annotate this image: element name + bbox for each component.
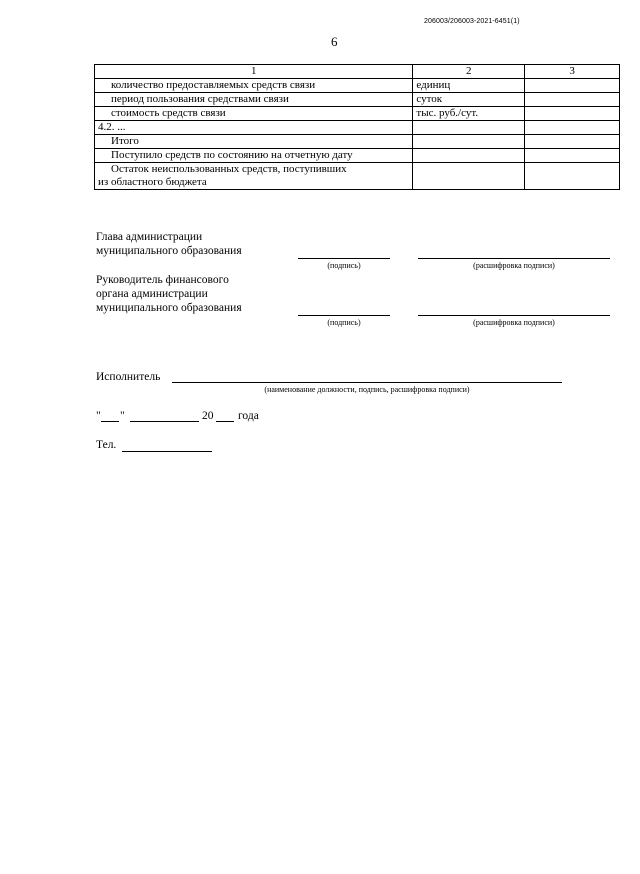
column-header-1: 1 [95, 65, 413, 79]
row-unit [413, 121, 525, 135]
report-table [94, 64, 620, 190]
row-value [525, 79, 620, 93]
table-row [95, 107, 620, 121]
document-id: 206003/206003-2021-6451(1) [424, 18, 520, 25]
finance-signature-caption: (подпись) [327, 318, 361, 327]
date-year-prefix: 20 [202, 410, 214, 422]
row-label-line-1: Остаток неиспользованных средств, поступивших [111, 163, 347, 175]
date-quote-close: " [120, 410, 125, 422]
row-unit: единиц [413, 79, 525, 93]
finance-title-line-2: органа администрации [96, 288, 208, 300]
executor-line [172, 382, 562, 383]
head-decoding-caption: (расшифровка подписи) [473, 261, 555, 270]
finance-title-line-1: Руководитель финансового [96, 274, 229, 286]
row-unit [413, 163, 525, 190]
row-label: период пользования средствами связи [95, 93, 413, 107]
head-signature-caption: (подпись) [327, 261, 361, 270]
column-header-2: 2 [413, 65, 525, 79]
head-decoding-line [418, 258, 610, 259]
date-suffix: года [238, 410, 259, 422]
phone-label: Тел. [96, 439, 117, 451]
executor-caption: (наименование должности, подпись, расшифровка подписи) [264, 385, 470, 394]
finance-decoding-caption: (расшифровка подписи) [473, 318, 555, 327]
row-unit [413, 135, 525, 149]
row-value [525, 121, 620, 135]
head-signature-line [298, 258, 390, 259]
row-value [525, 107, 620, 121]
row-value [525, 163, 620, 190]
row-value [525, 149, 620, 163]
table-row [95, 163, 620, 190]
row-unit: тыс. руб./сут. [413, 107, 525, 121]
finance-decoding-line [418, 315, 610, 316]
row-label: стоимость средств связи [95, 107, 413, 121]
row-label: 4.2. ... [95, 121, 413, 135]
table-row [95, 121, 620, 135]
head-title-line-2: муниципального образования [96, 245, 242, 257]
date-day-line [101, 421, 119, 422]
date-month-line [130, 421, 199, 422]
row-label: количество предоставляемых средств связи [95, 79, 413, 93]
table-row [95, 79, 620, 93]
date-quote-open: " [96, 410, 101, 422]
row-label: Поступило средств по состоянию на отчетную дату [95, 149, 413, 163]
row-label [95, 163, 413, 190]
column-header-3: 3 [525, 65, 620, 79]
table-row [95, 149, 620, 163]
row-label-line-2: из областного бюджета [98, 176, 207, 188]
row-value [525, 135, 620, 149]
table-row [95, 93, 620, 107]
page-number: 6 [331, 34, 338, 49]
row-value [525, 93, 620, 107]
row-unit: суток [413, 93, 525, 107]
executor-label: Исполнитель [96, 371, 161, 383]
finance-title-line-3: муниципального образования [96, 302, 242, 314]
row-unit [413, 149, 525, 163]
table-row [95, 135, 620, 149]
head-title-line-1: Глава администрации [96, 231, 203, 243]
phone-line [122, 451, 212, 452]
date-year-line [216, 421, 234, 422]
row-label: Итого [95, 135, 413, 149]
finance-signature-line [298, 315, 390, 316]
table-header-row [95, 65, 620, 79]
